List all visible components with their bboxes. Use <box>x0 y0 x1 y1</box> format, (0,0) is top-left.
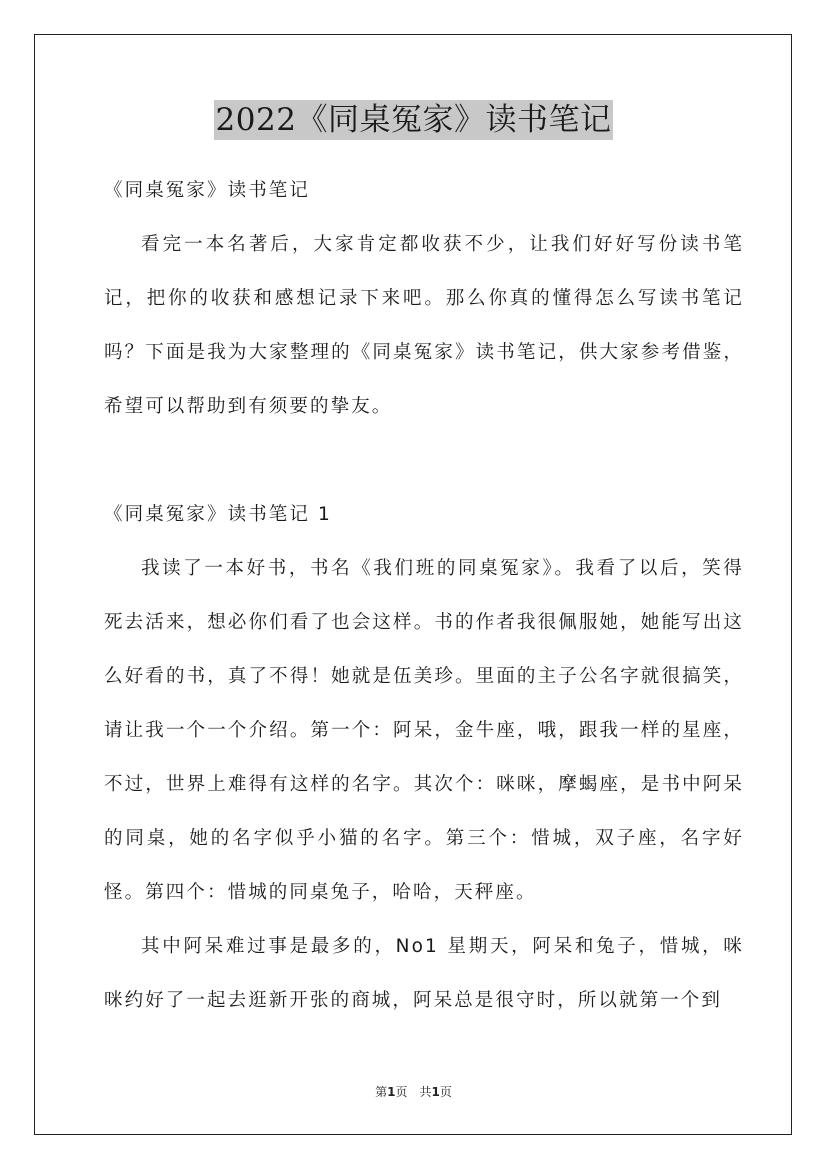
section-heading: 《同桌冤家》读书笔记 1 <box>104 504 332 525</box>
footer-total-pages: 1 <box>431 1085 440 1099</box>
document-body <box>104 164 744 1028</box>
footer-page-number: 1 <box>387 1085 396 1099</box>
footer-suffix: 页 <box>439 1085 452 1099</box>
page-footer <box>0 1083 827 1100</box>
body-paragraph: 我读了一本好书，书名《我们班的同桌冤家》。我看了以后，笑得死去活来，想必你们看了也会这样。书的作者我很佩服她，她能写出这么好看的书，真了不得！她就是伍美珍。里面的主子公名字就很搞笑，请让我一个一个介绍。第一个：阿呆，金牛座，哦，跟我一样的星座，不过，世界上难得有这样的名字。其次个：咪咪，摩蝎座，是书中阿呆的同桌，她的名字似乎小猫的名字。第三个：惜城，双子座，名字好怪。第四个：惜城的同桌兔子，哈哈，天秤座。 <box>104 558 744 903</box>
title-container <box>0 100 827 140</box>
section-spacer <box>104 434 744 488</box>
intro-paragraph: 看完一本名著后，大家肯定都收获不少，让我们好好写份读书笔记，把你的收获和感想记录下来吧。那么你真的懂得怎么写读书笔记吗？下面是我为大家整理的《同桌冤家》读书笔记，供大家参考借鉴，希望可以帮助到有须要的挚友。 <box>104 234 744 417</box>
document-title: 2022《同桌冤家》读书笔记 <box>215 102 612 138</box>
footer-mid: 页 共 <box>395 1085 432 1099</box>
document-subheading: 《同桌冤家》读书笔记 <box>104 180 311 201</box>
footer-prefix: 第 <box>375 1085 388 1099</box>
body-paragraph: 其中阿呆难过事是最多的，No1 星期天，阿呆和兔子，惜城，咪咪约好了一起去逛新开张的商城，阿呆总是很守时，所以就第一个到 <box>104 936 744 1011</box>
